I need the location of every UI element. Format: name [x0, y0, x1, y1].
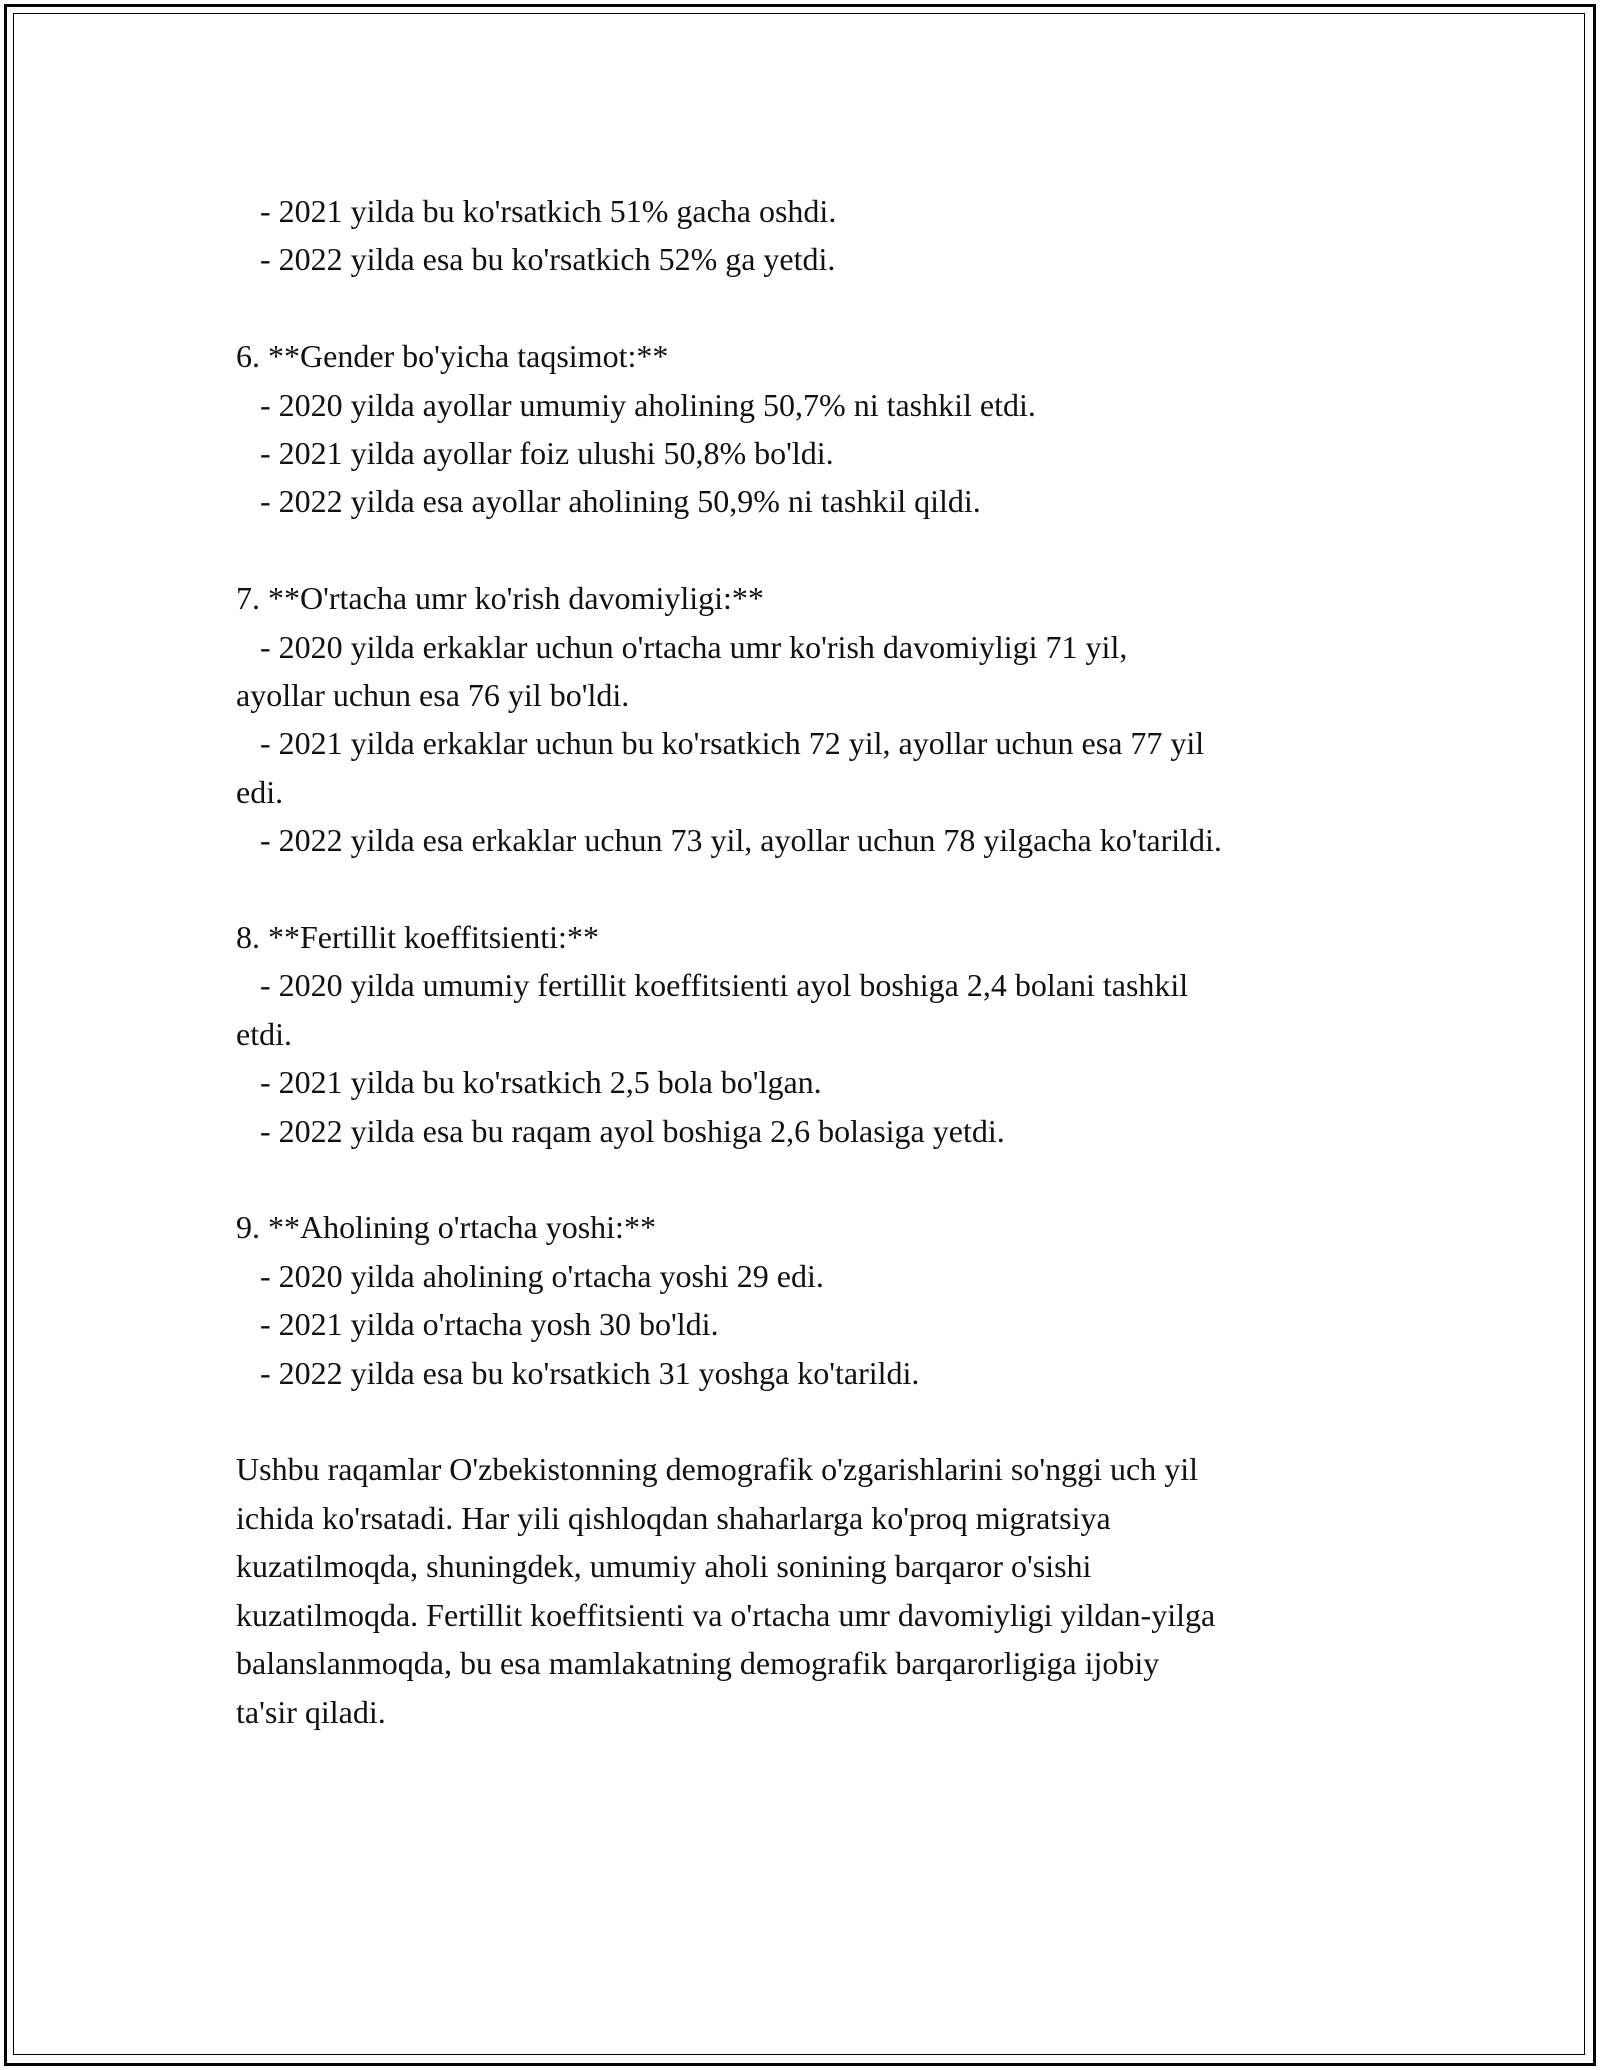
paragraph-line: kuzatilmoqda. Fertillit koeffitsienti va o'rtacha umr davomiyligi yildan-yilga — [236, 1596, 1216, 1633]
bullet-line: - 2020 yilda aholining o'rtacha yoshi 29 edi. — [236, 1257, 824, 1294]
bullet-line: - 2021 yilda ayollar foiz ulushi 50,8% bo'ldi. — [236, 435, 834, 472]
section-heading: 6. **Gender bo'yicha taqsimot:** — [236, 338, 669, 375]
section-life-expectancy — [236, 574, 1386, 864]
paragraph-gap — [236, 1155, 1386, 1203]
bullet-line: - 2020 yilda erkaklar uchun o'rtacha umr ko'rish davomiyligi 71 yil, — [236, 628, 1128, 665]
bullet-line: - 2020 yilda umumiy fertillit koeffitsienti ayol boshiga 2,4 bolani tashkil — [236, 967, 1189, 1004]
bullet-line: - 2021 yilda bu ko'rsatkich 2,5 bola bo'lgan. — [236, 1064, 822, 1101]
conclusion-paragraph — [236, 1445, 1386, 1735]
paragraph-gap — [236, 526, 1386, 574]
paragraph-line: balanslanmoqda, bu esa mamlakatning demografik barqarorligiga ijobiy — [236, 1645, 1160, 1682]
bullet-line: - 2022 yilda esa erkaklar uchun 73 yil, ayollar uchun 78 yilgacha ko'tarildi. — [236, 822, 1222, 859]
paragraph-gap — [236, 1397, 1386, 1445]
paragraph-gap — [236, 865, 1386, 913]
bullet-continuation: edi. — [236, 773, 284, 810]
bullet-line: - 2020 yilda ayollar umumiy aholining 50,7% ni tashkil etdi. — [236, 386, 1036, 423]
paragraph-gap — [236, 284, 1386, 332]
paragraph-line: ta'sir qiladi. — [236, 1693, 386, 1730]
paragraph-line: Ushbu raqamlar O'zbekistonning demografik o'zgarishlarini so'nggi uch yil — [236, 1451, 1198, 1488]
paragraph-line: kuzatilmoqda, shuningdek, umumiy aholi sonining barqaror o'sishi — [236, 1548, 1092, 1585]
section-heading: 9. **Aholining o'rtacha yoshi:** — [236, 1209, 656, 1246]
section-heading: 8. **Fertillit koeffitsienti:** — [236, 919, 599, 956]
section-heading: 7. **O'rtacha umr ko'rish davomiyligi:** — [236, 580, 764, 617]
bullet-line: - 2022 yilda esa bu ko'rsatkich 31 yoshga ko'tarildi. — [236, 1354, 920, 1391]
bullet-continuation: ayollar uchun esa 76 yil bo'ldi. — [236, 677, 630, 714]
intro-bullet-list — [236, 187, 1386, 284]
section-median-age — [236, 1203, 1386, 1397]
bullet-line: - 2022 yilda esa bu raqam ayol boshiga 2,6 bolasiga yetdi. — [236, 1112, 1005, 1149]
paragraph-line: ichida ko'rsatadi. Har yili qishloqdan shaharlarga ko'proq migratsiya — [236, 1499, 1111, 1536]
bullet-line: - 2022 yilda esa bu ko'rsatkich 52% ga yetdi. — [236, 241, 836, 278]
bullet-line: - 2021 yilda o'rtacha yosh 30 bo'ldi. — [236, 1306, 719, 1343]
bullet-line: - 2021 yilda erkaklar uchun bu ko'rsatkich 72 yil, ayollar uchun esa 77 yil — [236, 725, 1205, 762]
section-fertility — [236, 913, 1386, 1155]
document-body — [236, 187, 1386, 1736]
section-gender — [236, 332, 1386, 526]
bullet-continuation: etdi. — [236, 1015, 292, 1052]
bullet-line: - 2021 yilda bu ko'rsatkich 51% gacha oshdi. — [236, 193, 837, 229]
bullet-line: - 2022 yilda esa ayollar aholining 50,9% ni tashkil qildi. — [236, 483, 981, 520]
